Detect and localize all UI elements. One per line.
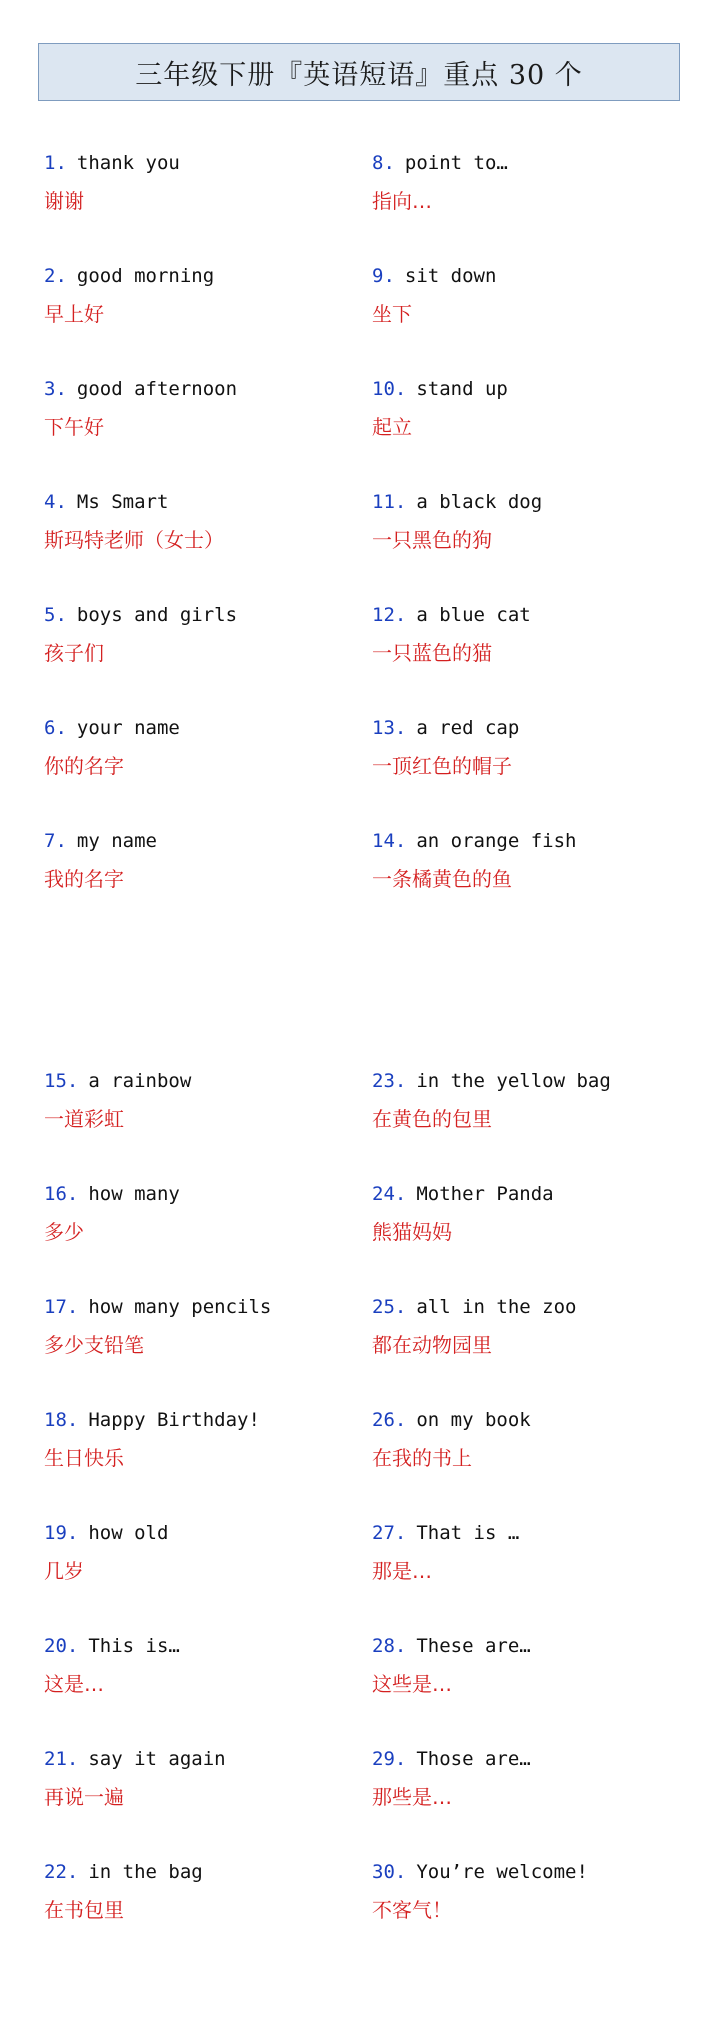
phrase-item — [44, 600, 374, 669]
page-title: 三年级下册『英语短语』重点 30 个 — [38, 43, 680, 101]
phrase-english-text: in the yellow bag — [416, 1070, 611, 1092]
phrase-english-text: You’re welcome! — [416, 1861, 588, 1883]
phrase-english-text: how many pencils — [88, 1296, 272, 1318]
phrase-number: 26. — [372, 1409, 407, 1431]
phrase-english-text: a rainbow — [88, 1070, 192, 1092]
phrase-number: 7. — [44, 830, 67, 852]
phrase-number: 15. — [44, 1070, 79, 1092]
phrase-english — [372, 1857, 702, 1887]
phrase-chinese: 坐下 — [372, 302, 412, 326]
phrase-number: 22. — [44, 1861, 79, 1883]
phrase-item — [44, 1066, 374, 1135]
phrase-chinese: 那是… — [372, 1559, 432, 1583]
phrase-english-text: how old — [88, 1522, 169, 1544]
phrase-chinese: 一顶红色的帽子 — [372, 754, 512, 778]
phrase-number: 30. — [372, 1861, 407, 1883]
phrase-english — [44, 1518, 374, 1548]
phrase-english-text: sit down — [404, 265, 497, 287]
phrase-number: 12. — [372, 604, 407, 626]
phrase-english — [372, 261, 702, 291]
phrase-english-text: good morning — [76, 265, 215, 287]
phrase-chinese: 都在动物园里 — [372, 1333, 492, 1357]
phrase-english-text: say it again — [88, 1748, 226, 1770]
phrase-number: 4. — [44, 491, 67, 513]
phrase-english — [44, 713, 374, 743]
phrase-item — [372, 261, 702, 330]
phrase-item — [44, 1518, 374, 1587]
phrase-item — [44, 826, 374, 895]
phrase-item — [44, 148, 374, 217]
phrase-number: 5. — [44, 604, 67, 626]
phrase-number: 6. — [44, 717, 67, 739]
phrase-english-text: stand up — [416, 378, 508, 400]
phrase-chinese: 在书包里 — [44, 1898, 124, 1922]
phrase-item — [44, 1292, 374, 1361]
phrase-english-text: Happy Birthday! — [88, 1409, 260, 1431]
phrase-number: 11. — [372, 491, 407, 513]
phrase-chinese: 孩子们 — [44, 641, 104, 665]
phrase-english — [44, 1857, 374, 1887]
phrase-number: 19. — [44, 1522, 79, 1544]
phrase-number: 16. — [44, 1183, 79, 1205]
phrase-english-text: your name — [76, 717, 180, 739]
phrase-english — [372, 148, 702, 178]
phrase-english — [44, 487, 374, 517]
phrase-english-text: on my book — [416, 1409, 531, 1431]
phrase-english — [44, 1631, 374, 1661]
phrase-number: 8. — [372, 152, 395, 174]
phrase-english — [44, 148, 374, 178]
phrase-item — [372, 1066, 702, 1135]
phrase-english — [44, 826, 374, 856]
phrase-chinese: 起立 — [372, 415, 412, 439]
phrase-number: 2. — [44, 265, 67, 287]
phrase-number: 21. — [44, 1748, 79, 1770]
phrase-english-text: an orange fish — [416, 830, 577, 852]
phrase-english-text: how many — [88, 1183, 180, 1205]
phrase-number: 9. — [372, 265, 395, 287]
phrase-english-text: Those are… — [416, 1748, 531, 1770]
phrase-chinese: 再说一遍 — [44, 1785, 124, 1809]
phrase-number: 13. — [372, 717, 407, 739]
phrase-english-text: a blue cat — [416, 604, 531, 626]
phrase-english — [372, 826, 702, 856]
phrase-chinese: 那些是… — [372, 1785, 452, 1809]
phrase-number: 24. — [372, 1183, 407, 1205]
phrase-item — [44, 1744, 374, 1813]
phrase-chinese: 下午好 — [44, 415, 104, 439]
phrase-english-text: a red cap — [416, 717, 520, 739]
phrase-item — [372, 713, 702, 782]
phrase-item — [44, 261, 374, 330]
phrase-chinese: 你的名字 — [44, 754, 124, 778]
phrase-english — [372, 1292, 702, 1322]
phrase-item — [44, 1857, 374, 1926]
phrase-chinese: 早上好 — [44, 302, 104, 326]
phrase-chinese: 我的名字 — [44, 867, 124, 891]
phrase-item — [372, 1857, 702, 1926]
phrase-chinese: 几岁 — [44, 1559, 84, 1583]
phrase-chinese: 熊猫妈妈 — [372, 1220, 452, 1244]
phrase-english — [44, 1405, 374, 1435]
phrase-english-text: boys and girls — [76, 604, 238, 626]
phrase-item — [372, 600, 702, 669]
phrase-item — [44, 1179, 374, 1248]
phrase-chinese: 一只黑色的狗 — [372, 528, 492, 552]
phrase-english-text: This is… — [88, 1635, 180, 1657]
phrase-item — [372, 487, 702, 556]
phrase-english-text: These are… — [416, 1635, 531, 1657]
phrase-item — [372, 826, 702, 895]
phrase-english — [44, 1744, 374, 1774]
phrase-english — [372, 713, 702, 743]
phrase-item — [44, 713, 374, 782]
phrase-english — [372, 374, 702, 404]
phrase-english — [372, 1631, 702, 1661]
phrase-number: 20. — [44, 1635, 79, 1657]
phrase-number: 3. — [44, 378, 67, 400]
phrase-chinese: 在黄色的包里 — [372, 1107, 492, 1131]
phrase-item — [372, 1405, 702, 1474]
phrase-chinese: 多少支铅笔 — [44, 1333, 144, 1357]
phrase-number: 29. — [372, 1748, 407, 1770]
phrase-chinese: 指向… — [372, 189, 432, 213]
phrase-english-text: my name — [76, 830, 157, 852]
phrase-number: 1. — [44, 152, 67, 174]
phrase-english — [44, 1066, 374, 1096]
phrase-english-text: good afternoon — [76, 378, 238, 400]
phrase-chinese: 生日快乐 — [44, 1446, 124, 1470]
phrase-item — [372, 1631, 702, 1700]
phrase-english — [372, 1744, 702, 1774]
phrase-english — [372, 1066, 702, 1096]
phrase-english — [372, 487, 702, 517]
phrase-english — [372, 1179, 702, 1209]
phrase-item — [44, 1631, 374, 1700]
phrase-chinese: 谢谢 — [44, 189, 84, 213]
phrase-english-text: all in the zoo — [416, 1296, 577, 1318]
phrase-item — [44, 1405, 374, 1474]
phrase-number: 27. — [372, 1522, 407, 1544]
phrase-chinese: 不客气！ — [372, 1898, 452, 1922]
phrase-number: 18. — [44, 1409, 79, 1431]
phrase-english-text: in the bag — [88, 1861, 203, 1883]
phrase-english — [372, 600, 702, 630]
phrase-english — [44, 1292, 374, 1322]
phrase-item — [372, 1744, 702, 1813]
phrase-item — [372, 1292, 702, 1361]
phrase-number: 28. — [372, 1635, 407, 1657]
phrase-chinese: 这些是… — [372, 1672, 452, 1696]
phrase-english — [44, 1179, 374, 1209]
phrase-item — [44, 374, 374, 443]
phrase-item — [44, 487, 374, 556]
phrase-chinese: 在我的书上 — [372, 1446, 472, 1470]
phrase-chinese: 多少 — [44, 1220, 84, 1244]
phrase-number: 17. — [44, 1296, 79, 1318]
phrase-english — [44, 261, 374, 291]
phrase-english — [372, 1518, 702, 1548]
phrase-number: 14. — [372, 830, 407, 852]
phrase-english — [44, 600, 374, 630]
phrase-item — [372, 148, 702, 217]
phrase-chinese: 一条橘黄色的鱼 — [372, 867, 512, 891]
phrase-english-text: Ms Smart — [76, 491, 169, 513]
phrase-english-text: That is … — [416, 1522, 520, 1544]
phrase-english-text: Mother Panda — [416, 1183, 554, 1205]
phrase-english-text: point to… — [404, 152, 508, 174]
phrase-number: 25. — [372, 1296, 407, 1318]
phrase-item — [372, 1179, 702, 1248]
phrase-item — [372, 374, 702, 443]
phrase-english-text: thank you — [76, 152, 180, 174]
phrase-chinese: 斯玛特老师（女士） — [44, 528, 224, 552]
phrase-english — [372, 1405, 702, 1435]
phrase-chinese: 这是… — [44, 1672, 104, 1696]
phrase-number: 10. — [372, 378, 407, 400]
phrase-english — [44, 374, 374, 404]
phrase-chinese: 一道彩虹 — [44, 1107, 124, 1131]
phrase-item — [372, 1518, 702, 1587]
phrase-english-text: a black dog — [416, 491, 543, 513]
phrase-number: 23. — [372, 1070, 407, 1092]
phrase-chinese: 一只蓝色的猫 — [372, 641, 492, 665]
